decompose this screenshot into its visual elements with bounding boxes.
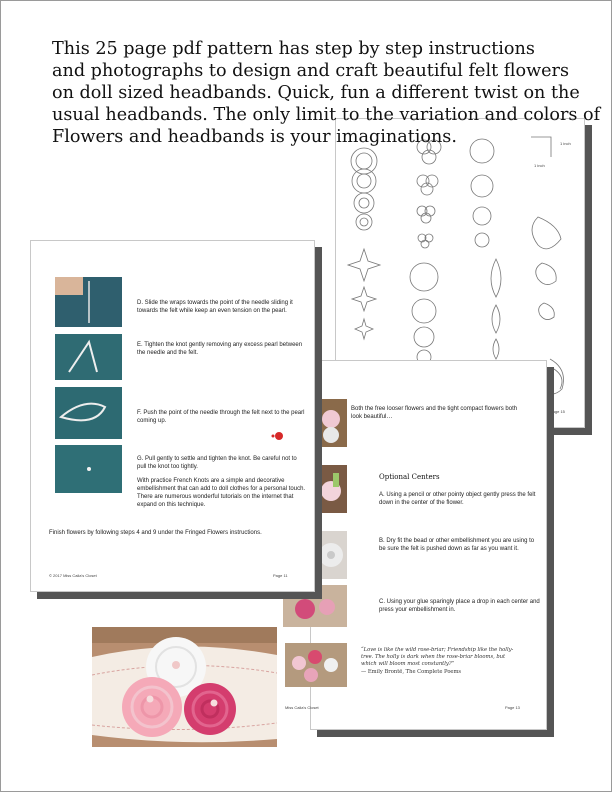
step-e: E. Tighten the knot gently removing any excess pearl between the needle and the felt. xyxy=(137,342,303,356)
footer-left: Miss Caila's Closet xyxy=(285,705,319,710)
step-photo-e xyxy=(55,334,122,380)
french-knots-text: With practice French Knots are a simple and decorative embellishment that can add to doll clothes for a personal touch. There are numerous wonderful tutorials on the internet that expand on this technique. xyxy=(137,478,306,508)
headline-line: on doll sized headbands. Quick, fun a different twist on the xyxy=(52,83,580,103)
section-title: Optional Centers xyxy=(379,473,440,481)
intro-text: Both the free looser flowers and the tight compact flowers both look beautiful… xyxy=(351,406,518,420)
flower-photo-3 xyxy=(315,531,347,579)
flower-photo-5 xyxy=(285,643,347,687)
step-photo-g xyxy=(55,445,122,493)
headband-photo xyxy=(92,627,277,747)
flower-photo-1 xyxy=(315,399,347,447)
page-number: Page 11 xyxy=(273,573,288,578)
step-g: G. Pull gently to settle and tighten the knot. Be careful not to pull the knot too tightly. xyxy=(137,456,297,470)
step-a: A. Using a pencil or other pointy object gently press the felt down in the center of the flower. xyxy=(379,492,536,506)
step-photo-d xyxy=(55,277,122,327)
headline-line: and photographs to design and craft beautiful felt flowers xyxy=(52,61,569,81)
step-photo-f xyxy=(55,387,122,439)
headline xyxy=(52,38,601,148)
quote-text: “Love is like the wild rose-briar; Friendship like the holly-tree. The holly is dark when the rose-briar blooms, but which will bloom most constantly?” xyxy=(361,647,514,667)
ladybug-icon xyxy=(269,431,285,441)
quote-author: — Emily Brontë, The Complete Poems xyxy=(361,669,462,675)
step-f: F. Push the point of the needle through the felt next to the pearl coming up. xyxy=(137,410,305,424)
headline-line: usual headbands. The only limit to the variation and colors of xyxy=(52,105,601,125)
finish-text: Finish flowers by following steps 4 and 9 under the Fringed Flowers instructions. xyxy=(49,530,262,536)
headline-line: This 25 page pdf pattern has step by step instructions xyxy=(52,39,535,59)
flower-photo-2 xyxy=(315,465,347,513)
footer-left: © 2017 Miss Caila's Closet xyxy=(49,573,97,578)
step-c: C. Using your glue sparingly place a drop in each center and press your embellishment in. xyxy=(379,599,540,613)
page-number: Page 15 xyxy=(550,409,565,414)
scale-label: 1 inch xyxy=(534,163,545,168)
optional-centers-page xyxy=(285,360,547,730)
scale-label: 1 inch xyxy=(560,141,571,146)
felt-flower-headband-image xyxy=(92,627,277,747)
headline-line: Flowers and headbands is your imaginations. xyxy=(52,127,457,147)
page-number: Page 13 xyxy=(505,705,520,710)
step-d: D. Slide the wraps towards the point of the needle sliding it towards the felt while keep an even tension on the pearl. xyxy=(137,300,293,314)
french-knot-page xyxy=(30,240,315,592)
step-b: B. Dry fit the bead or other embellishment you are using to be sure the felt is pushed down as far as you want it. xyxy=(379,538,535,552)
